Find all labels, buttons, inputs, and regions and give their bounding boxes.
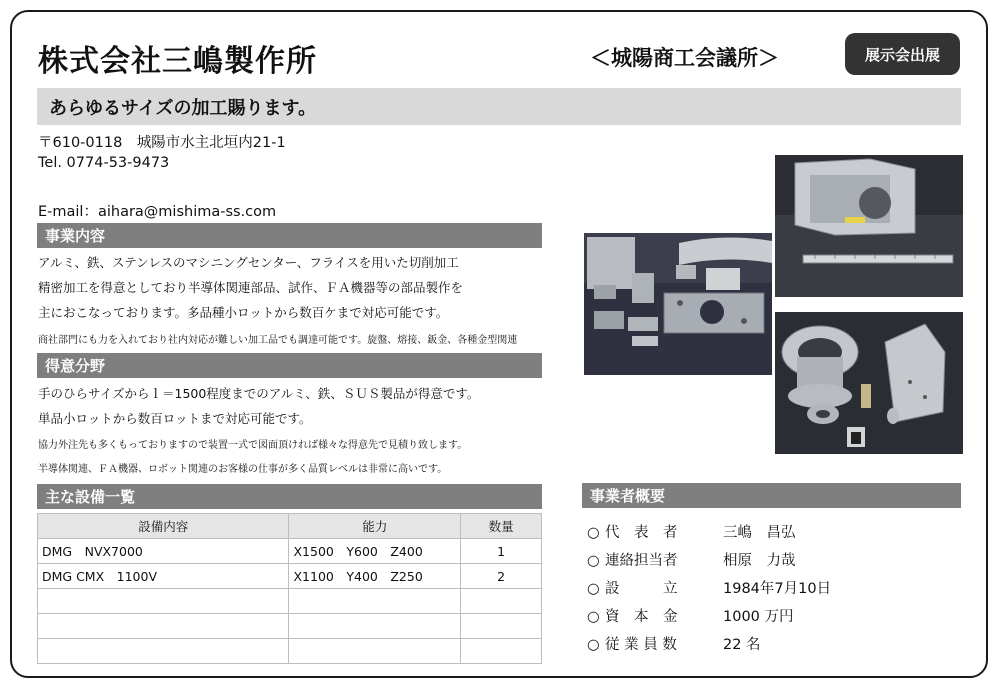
table-cell — [289, 614, 461, 639]
profile-label: 設 立 — [605, 581, 678, 597]
company-name: 株式会社三嶋製作所 — [38, 44, 317, 79]
profile-label: 従 業 員 数 — [605, 637, 677, 653]
profile-value: 1000 万円 — [723, 609, 794, 625]
table-row — [38, 614, 542, 639]
exhibition-badge: 展示会出展 — [845, 33, 960, 75]
specialty-heading-label: 得意分野 — [45, 357, 106, 375]
profile-heading-label: 事業者概要 — [590, 487, 666, 505]
chamber-name: ＜城陽商工会議所＞ — [590, 46, 779, 70]
address: 〒610-0118 城陽市水主北垣内21-1 — [38, 135, 286, 151]
bullet-circle-icon: ○ — [587, 637, 600, 653]
housing-part-photo — [775, 155, 963, 297]
specialty-line: 半導体関連、ＦＡ機器、ロボット関連のお客様の仕事が多く品質レベルは非常に高いです。 — [38, 464, 448, 475]
profile-heading — [582, 483, 961, 508]
bullet-circle-icon: ○ — [587, 525, 600, 541]
business-line: アルミ、鉄、ステンレスのマシニングセンター、フライスを用いた切削加工 — [38, 255, 459, 270]
table-cell — [289, 639, 461, 664]
profile-row — [587, 549, 796, 570]
profile-row — [587, 521, 796, 542]
profile-value: 三嶋 昌弘 — [723, 525, 796, 541]
column-header: 設備内容 — [38, 514, 289, 539]
profile-label: 資 本 金 — [605, 609, 678, 625]
bullet-circle-icon: ○ — [587, 553, 600, 569]
business-line: 主におこなっております。多品種小ロットから数百ケまで対応可能です。 — [38, 305, 449, 320]
telephone: Tel. 0774-53-9473 — [38, 155, 170, 171]
table-cell: DMG CMX 1100V — [38, 564, 289, 589]
email[interactable]: E-mail：aihara@mishima-ss.com — [38, 204, 277, 220]
business-line: 商社部門にも力を入れており社内対応が難しい加工品でも調達可能です。旋盤、熔接、鈑金、各種金型関連 — [38, 335, 518, 346]
table-cell — [38, 639, 289, 664]
table-cell: 1 — [461, 539, 542, 564]
specialty-line: 単品小ロットから数百ロットまで対応可能です。 — [38, 411, 312, 426]
profile-row — [587, 633, 761, 654]
table-row — [38, 564, 542, 589]
column-header: 能力 — [289, 514, 461, 539]
column-header: 数量 — [461, 514, 542, 539]
table-row — [38, 639, 542, 664]
table-header-row — [38, 514, 542, 539]
table-cell: DMG NVX7000 — [38, 539, 289, 564]
business-heading — [37, 223, 542, 248]
flange-and-bracket-photo — [775, 312, 963, 454]
profile-value: 相原 力哉 — [723, 553, 796, 569]
specialty-line: 手のひらサイズからｌ＝1500程度までのアルミ、鉄、ＳＵＳ製品が得意です。 — [38, 386, 480, 401]
table-cell — [461, 639, 542, 664]
table-cell — [461, 589, 542, 614]
table-cell — [289, 589, 461, 614]
table-cell — [38, 614, 289, 639]
table-cell: X1100 Y400 Z250 — [289, 564, 461, 589]
bullet-circle-icon: ○ — [587, 581, 600, 597]
profile-row — [587, 605, 794, 626]
table-cell: 2 — [461, 564, 542, 589]
table-cell — [461, 614, 542, 639]
table-cell — [38, 589, 289, 614]
specialty-heading — [37, 353, 542, 378]
tagline-text: あらゆるサイズの加工賜ります。 — [49, 97, 317, 119]
profile-row — [587, 577, 831, 598]
bullet-circle-icon: ○ — [587, 609, 600, 625]
table-cell: X1500 Y600 Z400 — [289, 539, 461, 564]
table-row — [38, 589, 542, 614]
table-row — [38, 539, 542, 564]
business-line: 精密加工を得意としており半導体関連部品、試作、ＦＡ機器等の部品製作を — [38, 280, 464, 295]
profile-label: 連絡担当者 — [605, 553, 678, 569]
specialty-line: 協力外注先も多くもっておりますので装置一式で図面頂ければ様々な得意先で見積り致します。 — [38, 440, 468, 451]
profile-value: 22 名 — [723, 637, 761, 653]
equipment-heading-label: 主な設備一覧 — [45, 488, 136, 506]
tagline-bar — [37, 88, 961, 125]
equipment-heading — [37, 484, 542, 509]
equipment-table — [37, 513, 542, 664]
machined-parts-photo — [584, 233, 772, 375]
profile-label: 代 表 者 — [605, 525, 678, 541]
profile-value: 1984年7月10日 — [723, 581, 832, 597]
business-heading-label: 事業内容 — [45, 227, 106, 245]
